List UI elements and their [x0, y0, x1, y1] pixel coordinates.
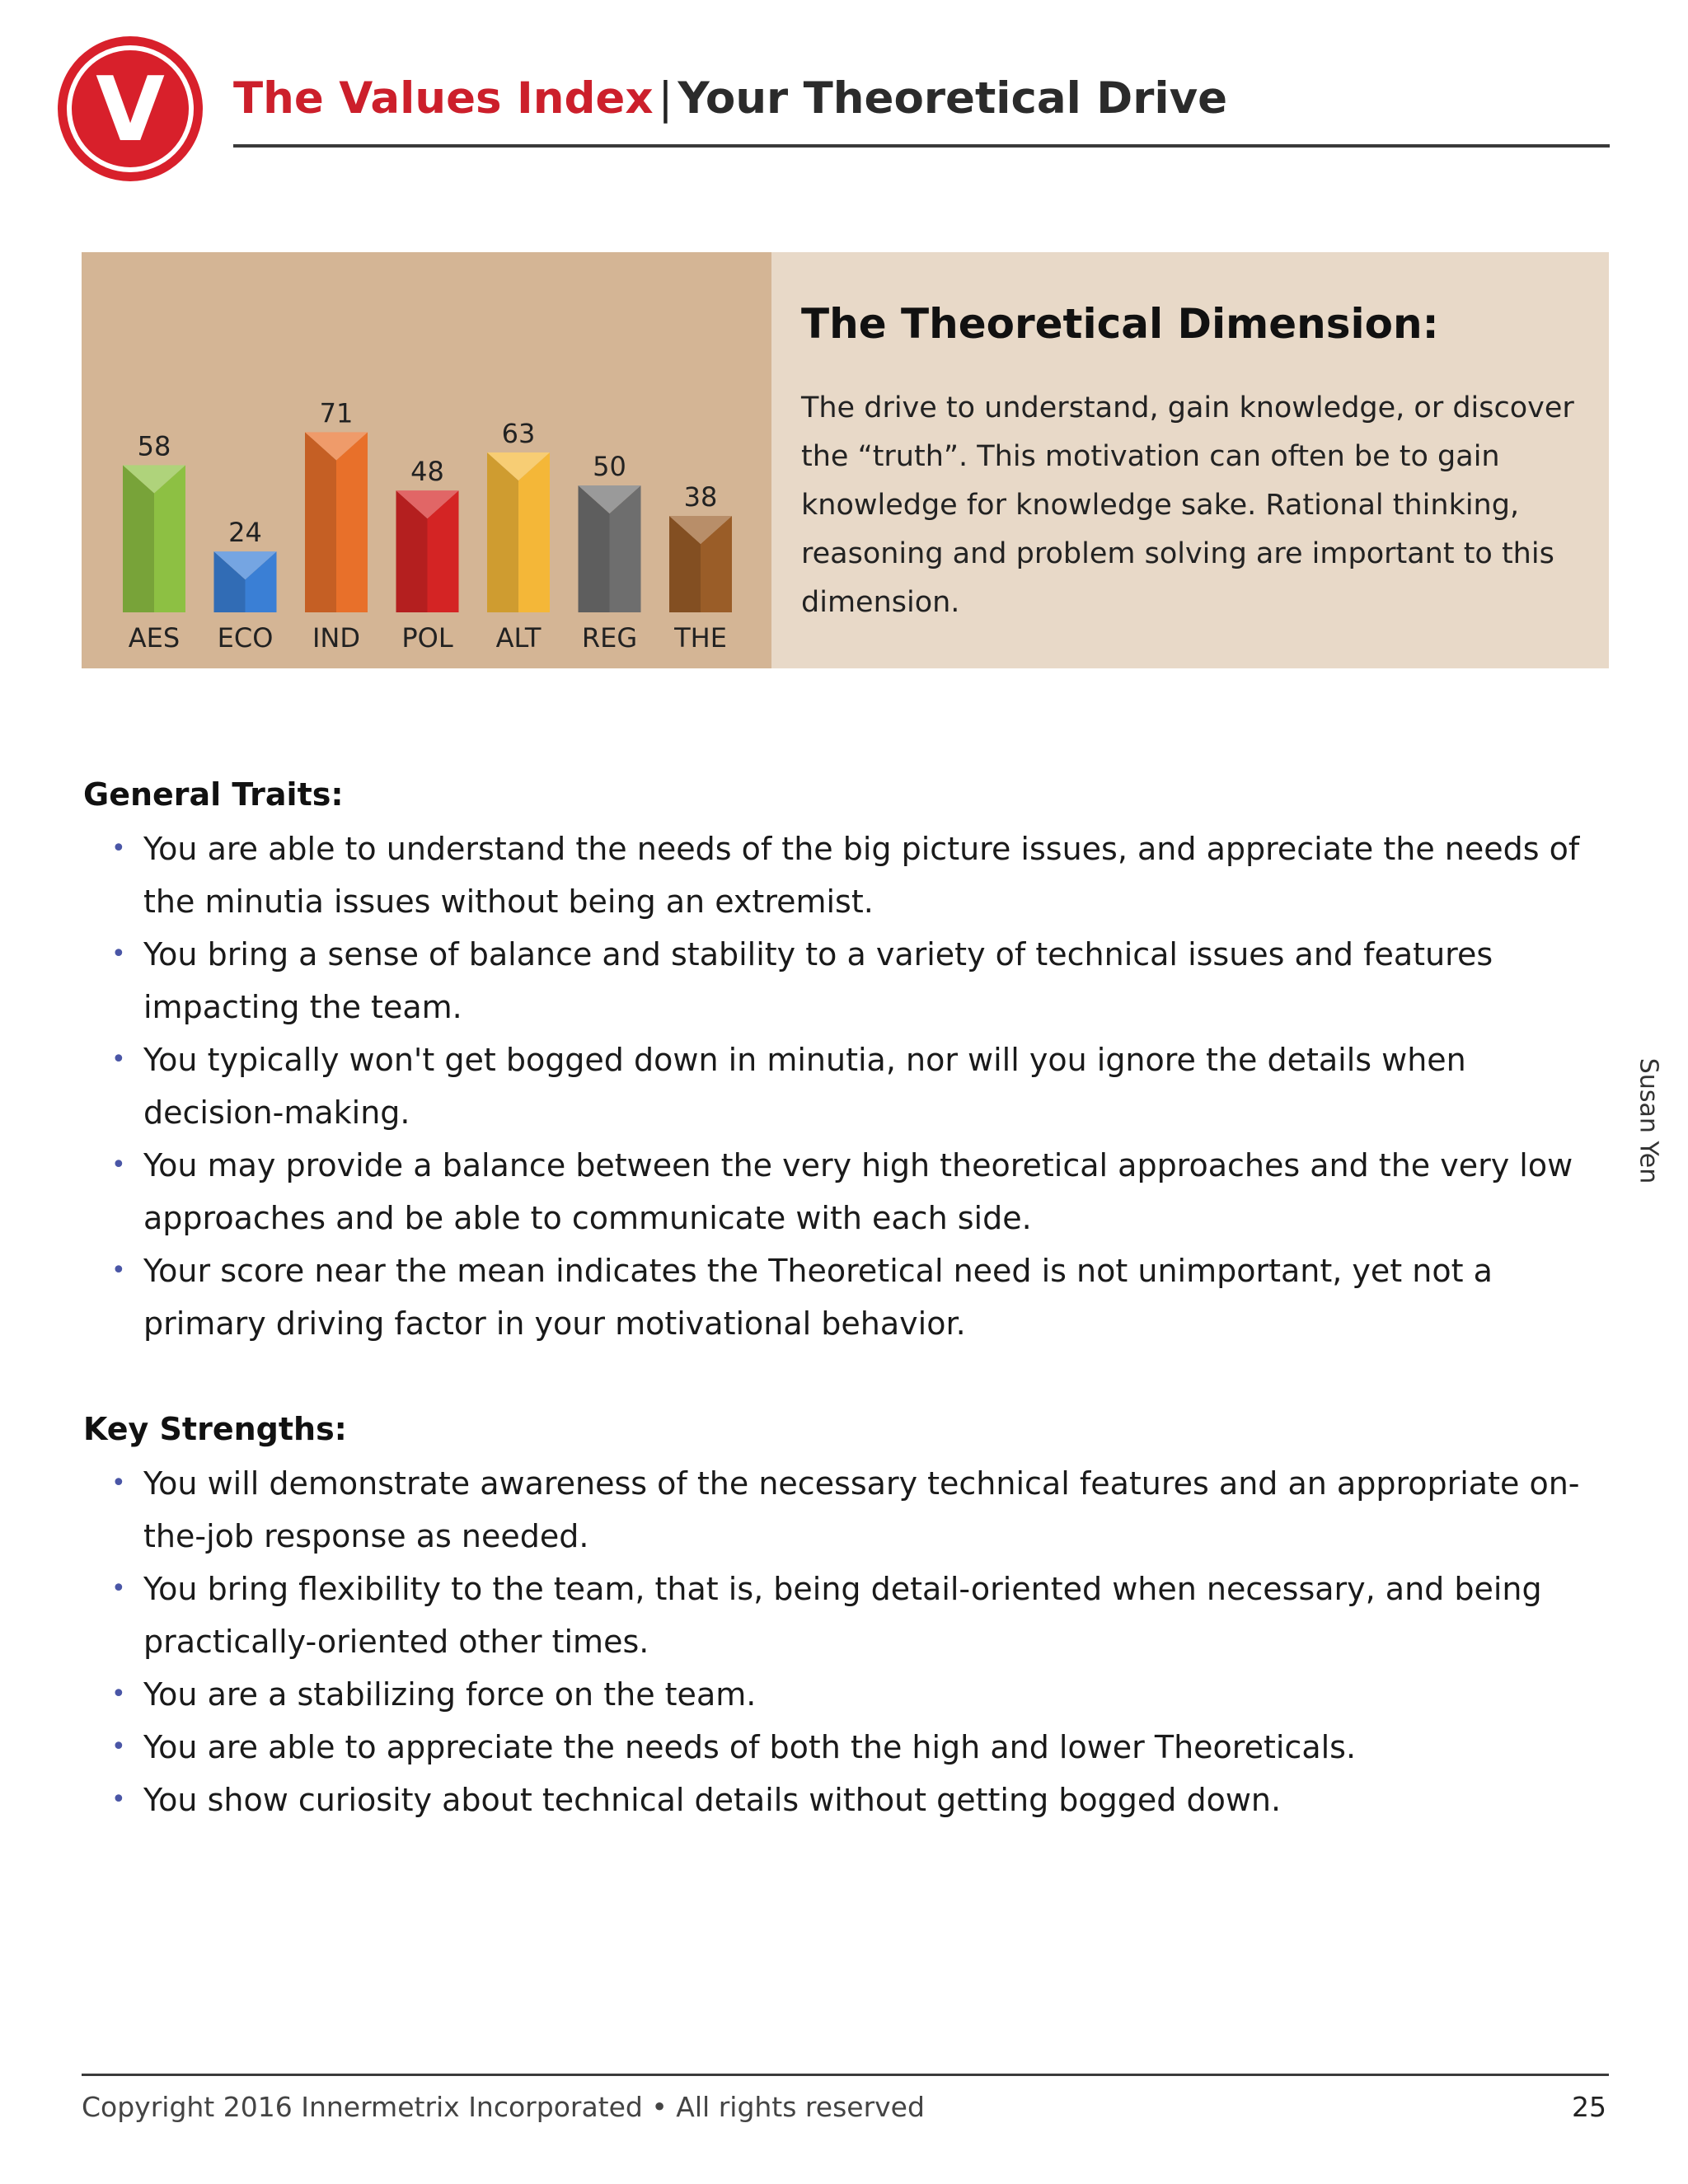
footer-copyright: Copyright 2016 Innermetrix Incorporated • All rights reserved	[82, 2091, 925, 2123]
values-chart-panel	[82, 252, 771, 668]
bullet-icon: •	[111, 1469, 126, 1497]
trait-text: You bring a sense of balance and stability to a variety of technical issues and features impacting the team.	[143, 936, 1493, 1025]
page-number: 25	[1572, 2091, 1606, 2123]
trait-text: Your score near the mean indicates the Theoretical need is not unimportant, yet not a primary driving factor in your motivational behavior.	[143, 1253, 1493, 1342]
bar-ind-right-face	[336, 432, 368, 612]
title-separator: |	[658, 73, 673, 124]
trait-text: You typically won't get bogged down in minutia, nor will you ignore the details when decision-making.	[143, 1042, 1466, 1131]
list-item	[83, 1139, 1583, 1244]
bullet-icon: •	[111, 1680, 126, 1708]
list-item	[83, 1563, 1583, 1668]
category-label-the: THE	[674, 622, 727, 654]
strength-text: You are able to appreciate the needs of both the high and lower Theoreticals.	[143, 1729, 1357, 1765]
key-strengths-title: Key Strengths:	[83, 1411, 347, 1447]
key-strengths-list	[83, 1457, 1583, 1826]
data-label-reg: 50	[593, 451, 626, 482]
list-item	[83, 1668, 1583, 1721]
list-item	[83, 823, 1583, 928]
bar-alt-left-face	[487, 452, 518, 612]
dimension-description: The drive to understand, gain knowledge, or discover the “truth”. This motivation can often be to gain knowledge for knowledge sake. Rational thinking, reasoning and problem solving are important to this dimension.	[801, 391, 1574, 619]
page-title: Your Theoretical Drive	[678, 73, 1228, 124]
data-label-aes: 58	[137, 430, 171, 462]
general-traits-title: General Traits:	[83, 776, 344, 813]
general-traits-list	[83, 823, 1583, 1350]
bullet-icon: •	[111, 1256, 126, 1285]
strength-text: You bring flexibility to the team, that is, being detail-oriented when necessary, and being practically-oriented other times.	[143, 1571, 1542, 1660]
trait-text: You are able to understand the needs of the big picture issues, and appreciate the needs of the minutia issues without being an extremist.	[143, 831, 1580, 920]
data-label-ind: 71	[319, 397, 354, 429]
bar-alt-right-face	[518, 452, 550, 612]
values-index-logo	[56, 35, 204, 183]
data-label-the: 38	[683, 480, 718, 513]
bar-ind-left-face	[305, 432, 336, 612]
list-item	[83, 1457, 1583, 1563]
logo-letter: V	[96, 59, 165, 162]
values-bar-chart	[82, 252, 771, 668]
bullet-icon: •	[111, 1151, 126, 1179]
category-label-reg: REG	[581, 622, 638, 654]
category-label-pol: POL	[401, 622, 453, 654]
list-item	[83, 1033, 1583, 1139]
bullet-icon: •	[111, 1732, 126, 1761]
list-item	[83, 1721, 1583, 1774]
category-label-ind: IND	[312, 622, 361, 654]
brand-title: The Values Index	[233, 73, 654, 124]
data-label-pol: 48	[410, 456, 444, 488]
bullet-icon: •	[111, 940, 126, 968]
list-item	[83, 928, 1583, 1033]
trait-text: You may provide a balance between the very high theoretical approaches and the very low approaches and be able to communicate with each side.	[143, 1147, 1573, 1236]
respondent-name: Susan Yen	[1634, 1057, 1663, 1184]
strength-text: You will demonstrate awareness of the necessary technical features and an appropriate on-the-job response as needed.	[143, 1465, 1580, 1554]
category-label-eco: ECO	[217, 622, 274, 654]
strength-text: You show curiosity about technical details without getting bogged down.	[143, 1782, 1282, 1818]
dimension-panel	[771, 252, 1609, 668]
bullet-icon: •	[111, 1785, 126, 1814]
dimension-title: The Theoretical Dimension:	[801, 300, 1439, 348]
data-label-eco: 24	[228, 517, 262, 549]
header-divider	[233, 144, 1610, 148]
list-item	[83, 1244, 1583, 1350]
category-label-alt: ALT	[495, 622, 542, 654]
bullet-icon: •	[111, 834, 126, 863]
data-label-alt: 63	[501, 417, 536, 449]
bullet-icon: •	[111, 1574, 126, 1603]
strength-text: You are a stabilizing force on the team.	[143, 1676, 757, 1713]
footer-divider	[82, 2074, 1609, 2076]
category-label-aes: AES	[128, 622, 181, 654]
bullet-icon: •	[111, 1045, 126, 1074]
page-header	[233, 73, 1227, 125]
list-item	[83, 1774, 1583, 1826]
